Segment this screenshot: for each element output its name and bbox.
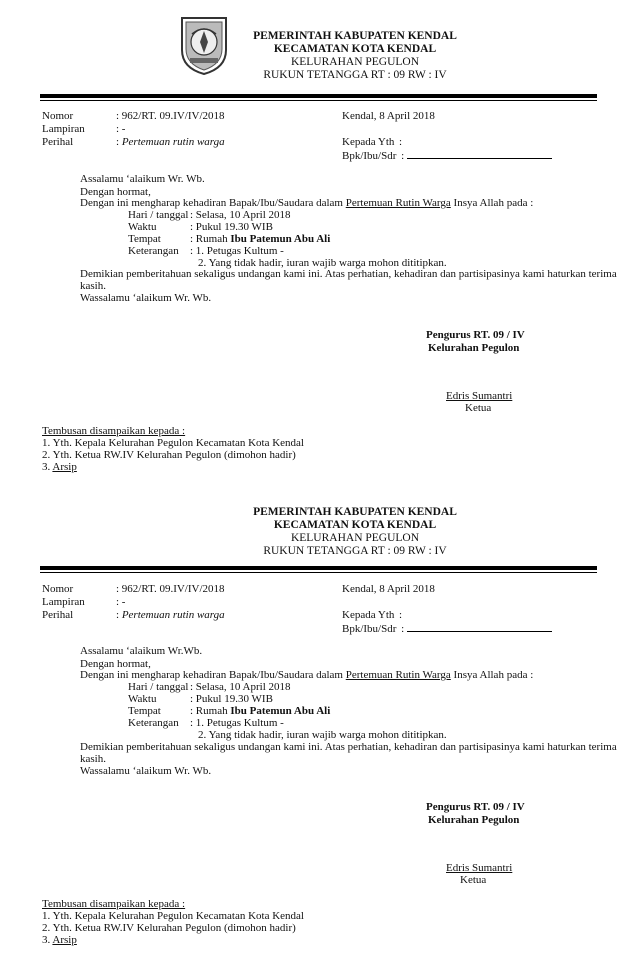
- recipient-blank-line: [407, 149, 552, 159]
- cc-item-3-number: 3.: [42, 461, 53, 473]
- bpk-colon: :: [401, 150, 405, 162]
- intro-pre: Dengan ini mengharap kehadiran Bapak/Ibu/Saudara dalam: [80, 669, 346, 681]
- intro-post: Insya Allah pada :: [450, 197, 534, 209]
- greeting: Assalamu ‘alaikum Wr.Wb.: [80, 645, 203, 657]
- cc-item-2: 2. Yth. Ketua RW.IV Kelurahan Pegulon (dimohon hadir): [42, 449, 296, 461]
- lampiran-label: Lampiran: [42, 123, 85, 135]
- letterhead-thin-rule: [40, 100, 597, 101]
- tempat-label: Tempat: [128, 233, 161, 245]
- signature-village: Kelurahan Pegulon: [428, 342, 520, 354]
- intro-post: Insya Allah pada :: [450, 669, 534, 681]
- nomor-label: Nomor: [42, 110, 74, 122]
- letterhead-district: KECAMATAN KOTA KENDAL: [273, 519, 437, 531]
- kepada-label: Kepada Yth: [342, 609, 395, 621]
- event-name: Pertemuan Rutin Warga: [345, 669, 451, 681]
- keterangan-item-2: 2. Yang tidak hadir, iuran wajib warga mohon dititipkan.: [198, 257, 447, 269]
- hari-value: : Selasa, 10 April 2018: [190, 209, 291, 221]
- letterhead-district: KECAMATAN KOTA KENDAL: [273, 43, 437, 55]
- cc-item-3: [42, 461, 77, 474]
- letterhead: [210, 30, 500, 82]
- signature-village: Kelurahan Pegulon: [428, 814, 520, 826]
- perihal-value: Pertemuan rutin warga: [121, 609, 225, 621]
- cc-title: Tembusan disampaikan kepada :: [42, 425, 186, 437]
- cc-title: Tembusan disampaikan kepada :: [42, 898, 186, 910]
- keterangan-item-1: : 1. Petugas Kultum -: [190, 245, 284, 257]
- closing-line-2: kasih.: [80, 753, 106, 765]
- waktu-label: Waktu: [128, 221, 157, 233]
- cc-item-1: 1. Yth. Kepala Kelurahan Pegulon Kecamatan Kota Kendal: [42, 437, 304, 449]
- letter-date: Kendal, 8 April 2018: [342, 110, 435, 122]
- closing-line-1: Demikian pemberitahuan sekaligus undangan kami ini. Atas perhatian, kehadiran dan partisipasinya kami haturkan terima: [80, 741, 617, 753]
- waktu-label: Waktu: [128, 693, 157, 705]
- kepada-label: Kepada Yth: [342, 136, 395, 148]
- tempat-prefix: : Rumah: [190, 705, 231, 717]
- keterangan-label: Keterangan: [128, 245, 179, 257]
- letterhead-thin-rule: [40, 572, 597, 573]
- greeting: Assalamu ‘alaikum Wr. Wb.: [80, 173, 205, 185]
- tempat-value: Ibu Patemun Abu Ali: [230, 233, 331, 245]
- nomor-label: Nomor: [42, 583, 74, 595]
- recipient-line: [342, 149, 552, 163]
- tempat-value: Ibu Patemun Abu Ali: [230, 705, 331, 717]
- waktu-value: : Pukul 19.30 WIB: [190, 693, 273, 705]
- hari-value: : Selasa, 10 April 2018: [190, 681, 291, 693]
- cc-item-2: 2. Yth. Ketua RW.IV Kelurahan Pegulon (dimohon hadir): [42, 922, 296, 934]
- farewell: Wassalamu ‘alaikum Wr. Wb.: [80, 765, 212, 777]
- letterhead-thick-rule: [40, 94, 597, 98]
- closing-line-2: kasih.: [80, 280, 106, 292]
- letterhead: [210, 506, 500, 558]
- hari-label: Hari / tanggal: [128, 209, 189, 221]
- perihal-value: Pertemuan rutin warga: [121, 136, 225, 148]
- nomor-value: : 962/RT. 09.IV/IV/2018: [116, 583, 225, 595]
- letter-date: Kendal, 8 April 2018: [342, 583, 435, 595]
- letterhead-thick-rule: [40, 566, 597, 570]
- recipient-blank-line: [407, 622, 552, 632]
- cc-item-3-text: Arsip: [52, 934, 77, 946]
- tempat-label: Tempat: [128, 705, 161, 717]
- bpk-label: Bpk/Ibu/Sdr: [342, 623, 397, 635]
- signature-org: Pengurus RT. 09 / IV: [426, 801, 525, 813]
- perihal-line: [116, 609, 225, 622]
- kepada-colon: :: [399, 609, 403, 621]
- event-name: Pertemuan Rutin Warga: [345, 197, 451, 209]
- perihal-line: [116, 136, 225, 149]
- closing-line-1: Demikian pemberitahuan sekaligus undangan kami ini. Atas perhatian, kehadiran dan partisipasinya kami haturkan terima: [80, 268, 617, 280]
- lampiran-label: Lampiran: [42, 596, 85, 608]
- signatory-title: Ketua: [460, 874, 487, 886]
- signatory-name: Edris Sumantri: [446, 390, 513, 402]
- cc-item-3-text: Arsip: [52, 461, 77, 473]
- bpk-colon: :: [401, 623, 405, 635]
- salutation: Dengan hormat,: [80, 186, 151, 198]
- salutation: Dengan hormat,: [80, 658, 151, 670]
- letterhead-village: KELURAHAN PEGULON: [290, 532, 420, 544]
- letterhead-rt: RUKUN TETANGGA RT : 09 RW : IV: [263, 69, 447, 81]
- nomor-value: : 962/RT. 09.IV/IV/2018: [116, 110, 225, 122]
- bpk-label: Bpk/Ibu/Sdr: [342, 150, 397, 162]
- letterhead-village: KELURAHAN PEGULON: [290, 56, 420, 68]
- hari-label: Hari / tanggal: [128, 681, 189, 693]
- waktu-value: : Pukul 19.30 WIB: [190, 221, 273, 233]
- signature-org: Pengurus RT. 09 / IV: [426, 329, 525, 341]
- farewell: Wassalamu ‘alaikum Wr. Wb.: [80, 292, 212, 304]
- tempat-prefix: : Rumah: [190, 233, 231, 245]
- keterangan-item-1: : 1. Petugas Kultum -: [190, 717, 284, 729]
- letterhead-rt: RUKUN TETANGGA RT : 09 RW : IV: [263, 545, 447, 557]
- lampiran-value: : -: [116, 596, 126, 608]
- perihal-label: Perihal: [42, 136, 74, 148]
- cc-item-3: [42, 934, 77, 947]
- lampiran-value: : -: [116, 123, 126, 135]
- recipient-line: [342, 622, 552, 636]
- signatory-name: Edris Sumantri: [446, 862, 513, 874]
- perihal-label: Perihal: [42, 609, 74, 621]
- cc-item-1: 1. Yth. Kepala Kelurahan Pegulon Kecamatan Kota Kendal: [42, 910, 304, 922]
- signatory-title: Ketua: [465, 402, 492, 414]
- keterangan-item-2: 2. Yang tidak hadir, iuran wajib warga mohon dititipkan.: [198, 729, 447, 741]
- perihal-colon: :: [116, 609, 122, 621]
- keterangan-label: Keterangan: [128, 717, 179, 729]
- perihal-colon: :: [116, 136, 122, 148]
- letterhead-regency: PEMERINTAH KABUPATEN KENDAL: [253, 506, 457, 518]
- cc-item-3-number: 3.: [42, 934, 53, 946]
- kepada-colon: :: [399, 136, 403, 148]
- letterhead-regency: PEMERINTAH KABUPATEN KENDAL: [253, 30, 457, 42]
- intro-pre: Dengan ini mengharap kehadiran Bapak/Ibu/Saudara dalam: [80, 197, 346, 209]
